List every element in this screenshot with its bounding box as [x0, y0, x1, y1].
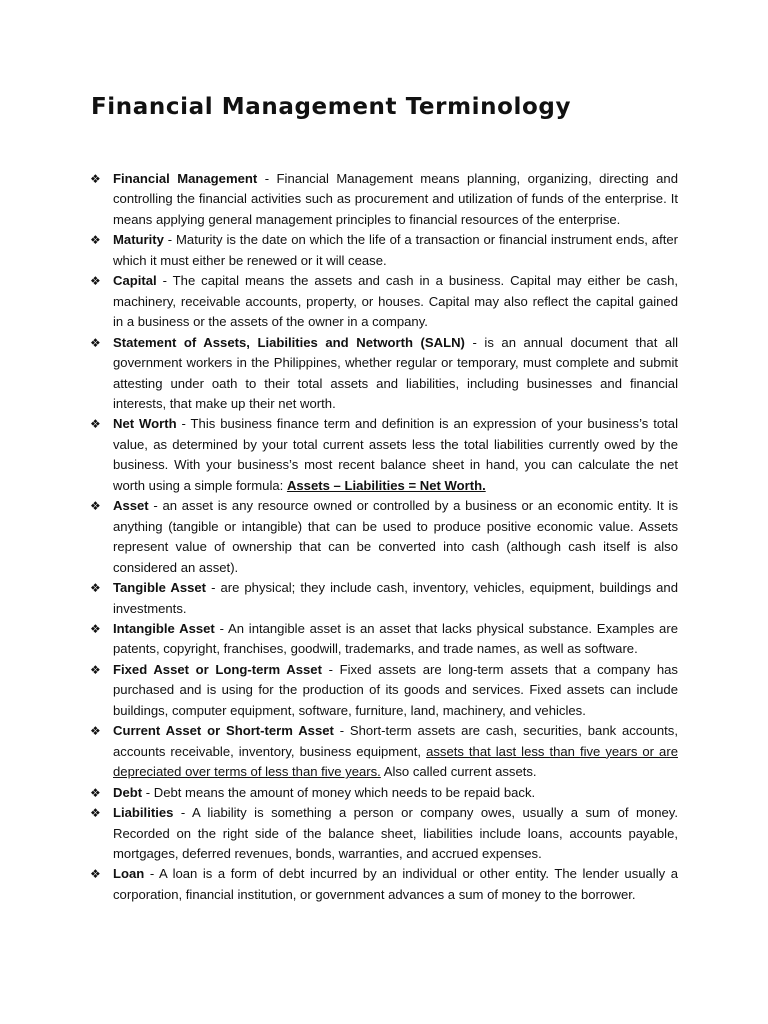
term-name: Fixed Asset or Long-term Asset: [113, 661, 322, 677]
page-title: Financial Management Terminology: [91, 94, 572, 120]
term-item-tangible-asset: [90, 578, 678, 619]
term-item-intangible-asset: [90, 619, 678, 660]
net-worth-formula: Assets – Liabilities = Net Worth.: [286, 477, 486, 493]
term-definition: - This business finance term and definition is an expression of your business’s total value, as determined by your total current assets less the total liabilities currently owed by the business. With your business’s most recent balance sheet in hand, you can calculate the net worth using a simple formula:: [113, 416, 678, 493]
term-definition: - The capital means the assets and cash in a business. Capital may either be cash, machinery, receivable accounts, property, or houses. Capital may also reflect the capital gained in a business or the assets of the owner in a company.: [113, 273, 678, 330]
term-item-loan: [90, 864, 678, 905]
term-name: Net Worth: [113, 416, 177, 432]
term-name: Current Asset or Short-term Asset: [113, 723, 334, 739]
underlined-phrase: assets that last less than five years or are depreciated over terms of less than five years.: [113, 743, 678, 780]
term-name: Intangible Asset: [113, 620, 215, 636]
term-item-asset: [90, 496, 678, 578]
term-name: Financial Management: [113, 171, 258, 186]
term-definition-end: Also called current assets.: [380, 764, 537, 780]
diamond-bullet-icon: ❖: [90, 662, 101, 677]
diamond-bullet-icon: ❖: [90, 581, 101, 596]
term-definition: - are physical; they include cash, inventory, vehicles, equipment, buildings and investments.: [113, 580, 678, 616]
term-item-maturity: [90, 230, 678, 271]
term-item-capital: [90, 271, 678, 332]
diamond-bullet-icon: ❖: [90, 335, 101, 350]
term-name: Statement of Assets, Liabilities and Networth (SALN): [113, 334, 465, 350]
term-definition: - A liability is something a person or company owes, usually a sum of money. Recorded on the right side of the balance sheet, liabilities include loans, accounts payable, mortgages, deferred revenues, bonds, warranties, and accrued expenses.: [113, 805, 678, 861]
term-definition: - A loan is a form of debt incurred by an individual or other entity. The lender usually a corporation, financial institution, or government advances a sum of money to the borrower.: [113, 866, 678, 902]
term-name: Liabilities: [113, 805, 174, 821]
diamond-bullet-icon: ❖: [90, 724, 101, 739]
diamond-bullet-icon: ❖: [90, 499, 101, 514]
term-name: Maturity: [113, 232, 164, 248]
term-definition: - Debt means the amount of money which needs to be repaid back.: [142, 784, 536, 800]
term-definition: - Financial Management means planning, organizing, directing and controlling the financial activities such as procurement and utilization of funds of the enterprise. It means applying general management principles to financial resources of the enterprise.: [113, 171, 678, 227]
term-item-fixed-asset: [90, 660, 678, 721]
term-item-financial-management: [90, 169, 678, 230]
term-item-liabilities: [90, 803, 678, 864]
term-name: Debt: [113, 784, 143, 800]
term-definition: - Short-term assets are cash, securities, bank accounts, accounts receivable, inventory, business equipment,: [113, 723, 678, 759]
diamond-bullet-icon: ❖: [90, 274, 101, 289]
terminology-list: [90, 169, 678, 905]
term-definition: - an asset is any resource owned or controlled by a business or an economic entity. It is anything (tangible or intangible) that can be used to produce positive economic value. Assets represent value of ownership that can be converted into cash (although cash itself is also considered an asset).: [113, 498, 678, 575]
diamond-bullet-icon: ❖: [90, 621, 101, 636]
term-name: Capital: [113, 273, 157, 289]
diamond-bullet-icon: ❖: [90, 233, 101, 248]
diamond-bullet-icon: ❖: [90, 172, 101, 186]
term-definition: - An intangible asset is an asset that lacks physical substance. Examples are patents, copyright, franchises, goodwill, trademarks, and trade names, as well as software.: [113, 620, 678, 657]
term-item-net-worth: [90, 414, 678, 496]
term-item-saln: [90, 333, 678, 415]
diamond-bullet-icon: ❖: [90, 417, 101, 432]
diamond-bullet-icon: ❖: [90, 867, 101, 882]
diamond-bullet-icon: ❖: [90, 806, 101, 821]
term-item-debt: [90, 783, 678, 803]
term-definition: - Fixed assets are long-term assets that a company has purchased and is using for the production of its goods and services. Fixed assets can include buildings, computer equipment, software, furniture, land, machinery, and vehicles.: [113, 661, 678, 718]
term-definition: - is an annual document that all government workers in the Philippines, whether regular or temporary, must complete and submit attesting under oath to their total assets and liabilities, including businesses and financial interests, that make up their net worth.: [113, 334, 679, 411]
term-item-current-asset: [90, 721, 678, 782]
term-name: Loan: [113, 866, 145, 882]
term-name: Asset: [113, 498, 149, 514]
term-name: Tangible Asset: [113, 580, 207, 596]
diamond-bullet-icon: ❖: [90, 785, 101, 800]
term-definition: - Maturity is the date on which the life of a transaction or financial instrument ends, after which it must either be renewed or it will cease.: [113, 232, 678, 268]
